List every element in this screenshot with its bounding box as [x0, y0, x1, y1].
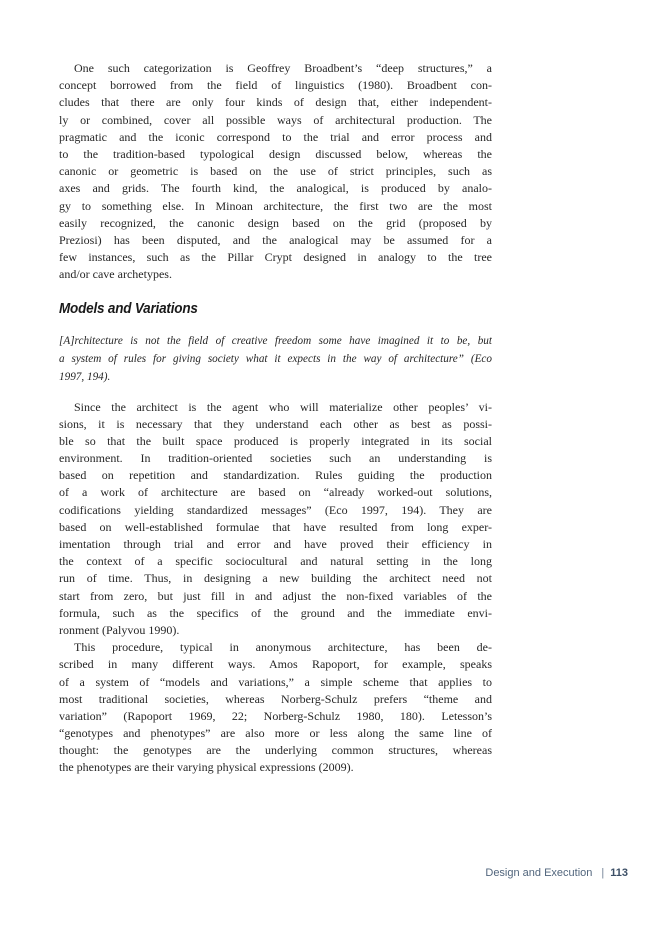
text-line: This procedure, typical in anonymous architecture, has been de-: [74, 640, 492, 655]
text-line: based on well-established formulae that have resulted from long exper-: [59, 519, 492, 534]
text-line: of a system of “models and variations,” a simple scheme that applies to: [59, 674, 492, 689]
text-line: variation” (Rapoport 1969, 22; Norberg-Schulz 1980, 180). Letesson’s: [59, 708, 492, 723]
text-line: most traditional societies, whereas Norberg-Schulz prefers “theme and: [59, 691, 492, 706]
text-line: formula, such as the specifics of the ground and the immediate envi-: [59, 605, 492, 620]
text-line: of a work of architecture are based on “already worked-out solutions,: [59, 485, 492, 500]
footer-separator: |: [601, 867, 605, 879]
text-line: cludes that there are only four kinds of design that, either independent-: [59, 95, 492, 110]
text-line: start from zero, but just fill in and adjust the non-fixed variables of the: [59, 588, 492, 603]
text-line: ly or combined, cover all possible ways of architectural production. The: [59, 112, 492, 127]
epigraph-quote: [59, 333, 492, 386]
text-line: a system of rules for giving society what it expects in the way of architecture” (Eco: [59, 353, 492, 366]
text-line: scribed in many different ways. Amos Rapoport, for example, speaks: [59, 657, 492, 672]
paragraph-broadbent-categorization: [59, 60, 492, 283]
paragraph-models-variations-authors: [59, 639, 492, 777]
text-line: Preziosi) has been disputed, and the analogical may be assumed for a: [59, 232, 492, 247]
text-line: [A]rchitecture is not the field of creative freedom some have imagined it to be, but: [59, 335, 492, 348]
text-line: few instances, such as the Pillar Crypt designed in analogy to the tree: [59, 250, 492, 265]
text-line: “genotypes and phenotypes” are also more or less along the same line of: [59, 726, 492, 741]
text-line: One such categorization is Geoffrey Broadbent’s “deep structures,” a: [74, 61, 492, 75]
text-line: pragmatic and the iconic correspond to the trial and error process and: [59, 129, 492, 144]
text-line: easily recognized, the canonic design based on the grid (proposed by: [59, 215, 492, 230]
text-line: based on repetition and standardization. Rules guiding the production: [59, 468, 492, 483]
text-line: the phenotypes are their varying physical expressions (2009).: [59, 760, 354, 775]
text-line: codifications yielding standardized messages” (Eco 1997, 194). They are: [59, 502, 492, 517]
running-footer-label: Design and Execution: [485, 867, 593, 879]
section-heading-text: Models and Variations: [59, 301, 198, 318]
text-line: the context of a specific sociocultural and natural setting in the long: [59, 554, 492, 569]
text-line: to the tradition-based typological design discussed below, whereas the: [59, 146, 492, 161]
text-line: canonic or geometric is based on the use of strict principles, such as: [59, 164, 492, 179]
text-line: axes and grids. The fourth kind, the analogical, is produced by analo-: [59, 181, 492, 196]
text-line: concept borrowed from the field of linguistics (1980). Broadbent con-: [59, 78, 492, 93]
text-line: and/or cave archetypes.: [59, 267, 172, 282]
page-number: 113: [610, 867, 628, 879]
text-line: environment. In tradition-oriented societies such an understanding is: [59, 451, 492, 466]
text-line: gy to something else. In Minoan architecture, the first two are the most: [59, 198, 492, 213]
section-heading: [59, 299, 492, 319]
text-line: ronment (Palyvou 1990).: [59, 622, 180, 637]
text-line: thought: the genotypes are the underlying common structures, whereas: [59, 743, 492, 758]
running-footer: [485, 866, 628, 880]
text-line: 1997, 194).: [59, 370, 111, 383]
text-line: sions, it is necessary that they understand each other as best as possi-: [59, 416, 492, 431]
text-line: imentation through trial and error and have proved their efficiency in: [59, 537, 492, 551]
paragraph-architect-agent: [59, 399, 492, 640]
text-line: run of time. Thus, in designing a new building the architect need not: [59, 571, 492, 586]
text-column: [59, 60, 492, 777]
text-line: Since the architect is the agent who will materialize other peoples’ vi-: [74, 399, 492, 414]
text-line: ble so that the built space produced is properly integrated in its social: [59, 433, 492, 448]
